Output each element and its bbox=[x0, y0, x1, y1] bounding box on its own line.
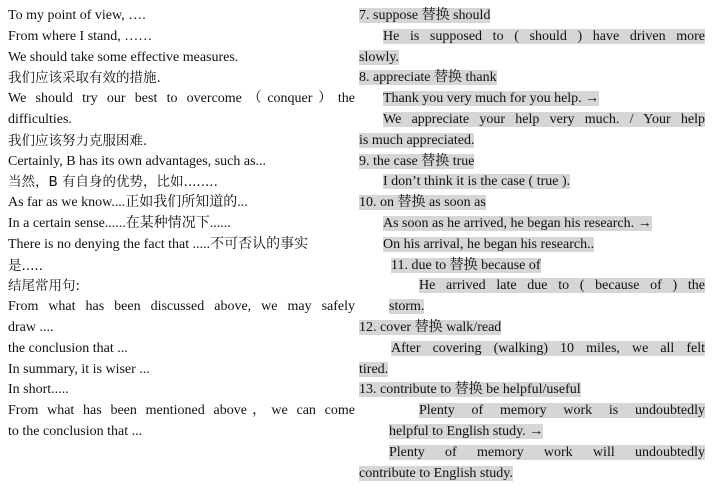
text-line: To my point of view, …. bbox=[8, 8, 146, 23]
item-heading: 11. due to 替换 because of bbox=[391, 257, 541, 273]
example-sentence: After covering (walking) 10 miles, we all felt bbox=[391, 340, 705, 356]
text-line: We should take some effective measures. bbox=[8, 49, 239, 65]
example-sentence: He is supposed to ( should ) have driven more bbox=[383, 28, 705, 44]
text-line: draw .... bbox=[8, 319, 54, 335]
example-sentence: As soon as he arrived, he began his research. → bbox=[383, 215, 652, 231]
text-line: to the conclusion that ... bbox=[8, 423, 143, 439]
item-heading: 10. on 替换 as soon as bbox=[359, 195, 486, 211]
text-line: 当然，B 有自身的优势，比如........ bbox=[8, 174, 218, 191]
text-line: the conclusion that ... bbox=[8, 340, 128, 356]
text-line: difficulties. bbox=[8, 111, 72, 127]
example-sentence: is much appreciated. bbox=[359, 132, 475, 148]
text-line: From what has been discussed above, we may safely bbox=[8, 299, 355, 315]
example-sentence: Plenty of memory work is undoubtedly bbox=[419, 403, 705, 419]
left-column bbox=[8, 6, 355, 443]
example-sentence: helpful to English study. → bbox=[389, 423, 544, 439]
example-sentence: contribute to English study. bbox=[359, 465, 513, 481]
example-sentence: He arrived late due to ( because of ) the bbox=[419, 278, 705, 294]
text-line: In short..... bbox=[8, 382, 69, 398]
item-heading: 7. suppose 替换 should bbox=[359, 8, 491, 23]
text-line: From where I stand, …… bbox=[8, 28, 153, 44]
text-line: In a certain sense......在某种情况下...... bbox=[8, 215, 231, 231]
example-sentence: I don’t think it is the case ( true ). bbox=[383, 174, 571, 190]
text-line: There is no denying the fact that .....不可否认的事实 bbox=[8, 236, 309, 252]
item-heading: 9. the case 替换 true bbox=[359, 153, 475, 169]
example-sentence: Plenty of memory work will undoubtedly bbox=[389, 444, 705, 460]
text-line: We should try our best to overcome（conquer）the bbox=[8, 91, 355, 107]
text-line: As far as we know....正如我们所知道的... bbox=[8, 195, 248, 211]
right-column bbox=[359, 6, 705, 484]
text-line: 是..... bbox=[8, 257, 43, 274]
example-sentence: On his arrival, he began his research.. bbox=[383, 236, 595, 252]
section-heading: 结尾常用句: bbox=[8, 278, 81, 295]
text-line: In summary, it is wiser ... bbox=[8, 361, 150, 377]
example-sentence: storm. bbox=[389, 299, 425, 315]
text-line: 我们应该采取有效的措施. bbox=[8, 70, 161, 87]
item-heading: 8. appreciate 替换 thank bbox=[359, 70, 497, 86]
example-sentence: tired. bbox=[359, 361, 389, 377]
item-heading: 13. contribute to 替换 be helpful/useful bbox=[359, 382, 581, 398]
example-sentence: Thank you very much for you help. → bbox=[383, 91, 600, 107]
text-line: 我们应该努力克服困难. bbox=[8, 132, 148, 149]
example-sentence: slowly. bbox=[359, 49, 399, 65]
text-line: From what has been mentioned above，we can come bbox=[8, 403, 355, 419]
example-sentence: We appreciate your help very much. / Your help bbox=[383, 111, 705, 127]
text-line: Certainly, B has its own advantages, such as... bbox=[8, 153, 267, 169]
item-heading: 12. cover 替换 walk/read bbox=[359, 319, 502, 335]
